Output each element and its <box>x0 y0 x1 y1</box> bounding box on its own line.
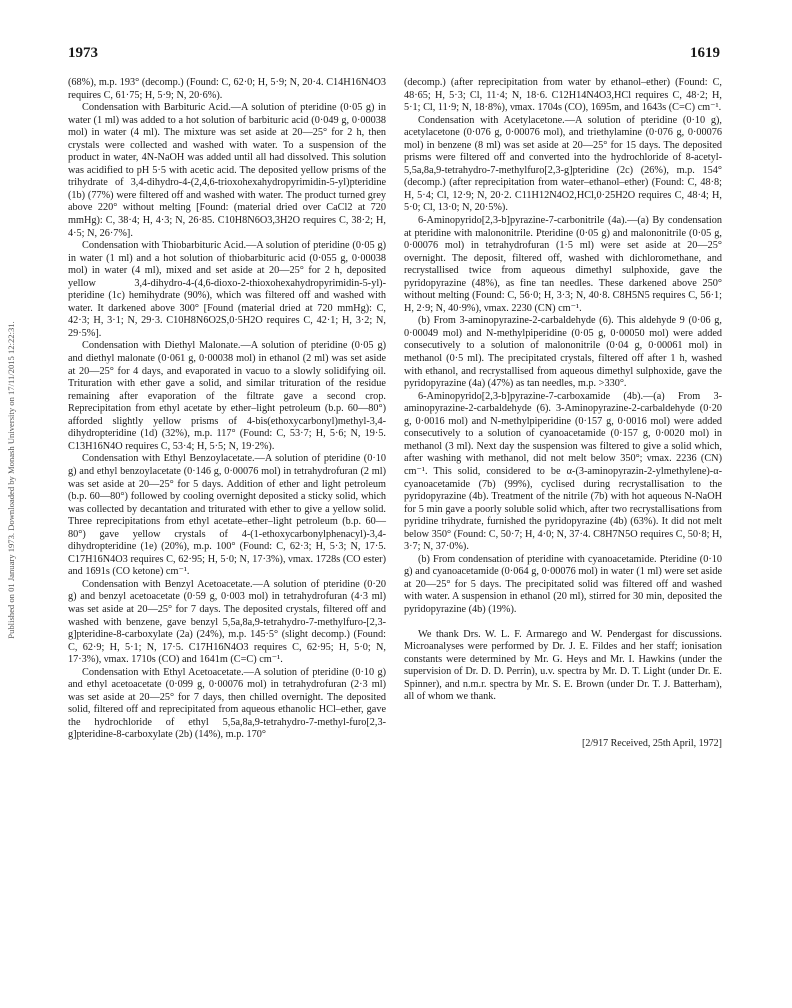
right-column <box>404 77 722 750</box>
paragraph: 6-Aminopyrido[2,3-b]pyrazine-7-carboxamide (4b).—(a) From 3-aminopyrazine-2-carbaldehyde (6). 3-Aminopyrazine-2-carbaldehyde (0·20 g, 0·0016 mol) and N-methylpiperidine (0·157 g, 0·0016 mol) were added consecutively to a solution of cyanoacetamide (0·157 g, 0·0020 mol) in methanol (3 ml). Next day the suspension was filtered to give a solid which, after washing with methanol, did not melt below 350°; νmax. 2236 (CN) cm⁻¹. This solid, considered to be α-(3-aminopyrazin-2-ylmethylene)-α-cyanoacetamide (7b) (99%), cyclised during recrystallisation to the pyridopyrazine (4b). Treatment of the nitrile (7b) with hot aqueous N-NaOH for 5 min gave a poorly soluble solid which, after two recrystallisations from pyridine trihydrate, furnished the pyridopyrazine (4b) (63%). It did not melt below 350° (Found: C, 50·7; H, 4·0; N, 37·4. C8H7N5O requires C, 50·8; H, 3·7; N, 37·0%). <box>404 390 722 553</box>
paragraph: Condensation with Ethyl Acetoacetate.—A solution of pteridine (0·10 g) and ethyl acetoacetate (0·099 g, 0·00076 mol) in tetrahydrofuran (2·3 ml) was set aside at 20—25° for 7 days, then chilled overnight. The deposited solid, filtered off and reprecipitated from aqueous ethanolic HCl–ether, gave the hydrochloride of ethyl 5,5a,8a,9-tetrahydro-7-methyl-furo[2,3-g]pteridine-8-carboxylate (2b) (14%), m.p. 170° <box>68 666 386 741</box>
journal-year: 1973 <box>68 45 98 61</box>
left-column <box>68 77 386 742</box>
paragraph: Condensation with Thiobarbituric Acid.—A solution of pteridine (0·05 g) in water (1 ml) and a hot solution of thiobarbituric acid (0·055 g, 0·00038 mol) in water (4 ml), mixed and set aside at 20—25° for 2 h, deposited yellow 3,4-dihydro-4-(4,6-dioxo-2-thioxohexahydropyrimidin-5-yl)-pteridine (1c) hemihydrate (90%), which was filtered off and washed with water. It darkened above 300° [Found (material dried at 720 mmHg): C, 42·3; H, 3·1; N, 29·3. C10H8N6O2S,0·5H2O requires C, 42·1; H, 3·2; N, 29·5%]. <box>68 240 386 339</box>
publication-side-note <box>4 200 18 760</box>
paragraph: (decomp.) (after reprecipitation from water by ethanol–ether) (Found: C, 48·65; H, 5·3; Cl, 11·4; N, 18·6. C12H14N4O3,HCl requires C, 48·2; H, 5·1; Cl, 11·9; N, 18·8%), νmax. 1704s (CO), 1695m, and 1643s (C=C) cm⁻¹. <box>404 77 722 114</box>
paragraph: 6-Aminopyrido[2,3-b]pyrazine-7-carbonitrile (4a).—(a) By condensation at pteridine with malononitrile. Pteridine (0·05 g) and malononitrile (0·05 g, 0·00076 mol) in tetrahydrofuran (1·5 ml) were set aside at 20—25° overnight. The deposit, filtered off, washed with dichloromethane, and recrystallised twice from aqueous dimethyl sulphoxide, gave the pyridopyrazine (48%), as fine tan needles. These darkened above 250° without melting (Found: C, 56·0; H, 3·3; N, 40·8. C8H5N5 requires C, 56·1; H, 2·9; N, 40·9%), νmax. 2230 (CN) cm⁻¹. <box>404 215 722 314</box>
paragraph: Condensation with Benzyl Acetoacetate.—A solution of pteridine (0·20 g) and benzyl acetoacetate (0·59 g, 0·003 mol) in tetrahydrofuran (4·3 ml) was set aside at 20—25° for 7 days. The deposited crystals, filtered off and washed with benzene, gave benzyl 5,5a,8a,9-tetrahydro-7-methylfuro-[2,3-g]pteridine-8-carboxylate (2a) (24%), m.p. 145·5° (slight decomp.) (Found: C, 62·9; H, 5·1; N, 17·5. C17H16N4O3 requires C, 62·95; H, 5·0; N, 17·3%), νmax. 1710s (CO) and 1641m (C=C) cm⁻¹. <box>68 578 386 666</box>
paragraph: Condensation with Barbituric Acid.—A solution of pteridine (0·05 g) in water (1 ml) was added to a hot solution of barbituric acid (0·049 g, 0·00038 mol) in water (4 ml). The mixture was set aside at 20—25° for 2 h, then crystals were collected and washed with water. To a suspension of the product in water, 4N-NaOH was added until all had dissolved. This solution was acidified to pH 5·5 with acetic acid. The deposited yellow prisms of the trihydrate of 3,4-dihydro-4-(2,4,6-trioxohexahydropyrimidin-5-yl)pteridine (1b) (77%) were filtered off and washed with water. The product turned grey above 220° without melting [Found: (material dried over CaCl2 at 720 mmHg): C, 38·4; H, 4·3; N, 26·85. C10H8N6O3,3H2O requires C, 38·2; H, 4·5; N, 26·7%]. <box>68 102 386 239</box>
side-note-text: Published on 01 January 1973. Downloaded by Monash University on 17/11/2015 12:22:31. <box>6 321 16 639</box>
paragraph: Condensation with Diethyl Malonate.—A solution of pteridine (0·05 g) and diethyl malonate (0·061 g, 0·00038 mol) in ethanol (2 ml) was set aside at 20—25° for 4 days, and evaporated in vacuo to a slowly solidifying oil. Trituration with ether gave a solid, and similar trituration of the residue remaining after evaporation of the filtrate gave a second crop. Reprecipitation from ethyl acetate by ether–light petroleum (b.p. 60—80°) afforded slightly yellow prisms of 4-bis(ethoxycarbonyl)methyl-3,4-dihydropteridine (1d) (32%), m.p. 117° (Found: C, 53·7; H, 5·6; N, 19·5. C13H16N4O requires C, 53·4; H, 5·5; N, 19·2%). <box>68 340 386 452</box>
paragraph: (b) From 3-aminopyrazine-2-carbaldehyde (6). This aldehyde 9 (0·06 g, 0·00049 mol) and N-methylpiperidine (0·05 g, 0·00050 mol) were added consecutively to a solution of malononitrile (0·04 g, 0·00061 mol) in methanol (0·5 ml). The precipitated crystals, filtered off after 1 h, washed with ethanol, and recrystallised from aqueous dimethyl sulphoxide, gave the pyridopyrazine (4a) (47%) as tan needles, m.p. >330°. <box>404 315 722 390</box>
acknowledgement: We thank Drs. W. L. F. Armarego and W. Pendergast for discussions. Microanalyses were performed by Dr. J. E. Fildes and her staff; ionisation constants were determined by Mr. G. Heys and Mr. I. Hawkins (under the supervision of Dr. D. D. Perrin), u.v. spectra by Mr. D. T. Light (under Dr. E. Spinner), and n.m.r. spectra by Mr. S. E. Brown (under Dr. T. J. Batterham), all of whom we thank. <box>404 628 722 703</box>
paragraph: Condensation with Ethyl Benzoylacetate.—A solution of pteridine (0·10 g) and ethyl benzoylacetate (0·146 g, 0·00076 mol) in tetrahydrofuran (2 ml) was set aside at 20—25° for 5 days. Addition of ether and light petroleum (b.p. 60—80°) followed by cooling overnight deposited a sticky solid, which was collected by decantation and triturated with ether to give a yellow solid. Three reprecipitations from ethyl acetate–ether–light petroleum (b.p. 60—80°) gave yellow crystals of 4-(1-ethoxycarbonylphenacyl)-3,4-dihydropteridine (1e) (20%), m.p. 100° (Found: C, 62·3; H, 5·3; N, 17·5. C17H16N4O3 requires C, 62·95; H, 5·0; N, 17·3%), νmax. 1728s (CO ester) and 1691s (CO ketone) cm⁻¹. <box>68 453 386 578</box>
received-note: [2/917 Received, 25th April, 1972] <box>582 737 722 749</box>
paragraph: Condensation with Acetylacetone.—A solution of pteridine (0·10 g), acetylacetone (0·076 g, 0·00076 mol), and triethylamine (0·076 g, 0·00076 mol) in benzene (8 ml) was set aside at 20—25° for 15 days. The deposited prisms were filtered off and converted into the hydrochloride of 8-acetyl-5,5a,8a,9-tetrahydro-7-methylfuro[2,3-g]pteridine (2c) (26%), m.p. 154° (decomp.) (after reprecipitation from water–ethanol–ether) (Found: C, 48·8; H, 5·4; Cl, 12·9; N, 20·2. C11H12N4O2,HCl,0·25H2O requires C, 48·4; H, 5·0; Cl, 13·0; N, 20·5%). <box>404 114 722 214</box>
page-number: 1619 <box>690 45 720 61</box>
paragraph: (68%), m.p. 193° (decomp.) (Found: C, 62·0; H, 5·9; N, 20·4. C14H16N4O3 requires C, 61·75; H, 5·9; N, 20·6%). <box>68 77 386 101</box>
paragraph: (b) From condensation of pteridine with cyanoacetamide. Pteridine (0·10 g) and cyanoacetamide (0·064 g, 0·00076 mol) in water (1 ml) were set aside at 20—25° for 5 days. The precipitated solid was filtered off and washed with water. A suspension in ethanol (20 ml), stirred for 30 min, deposited the pyridopyrazine (4b) (19%). <box>404 553 722 615</box>
page-header <box>68 45 720 65</box>
